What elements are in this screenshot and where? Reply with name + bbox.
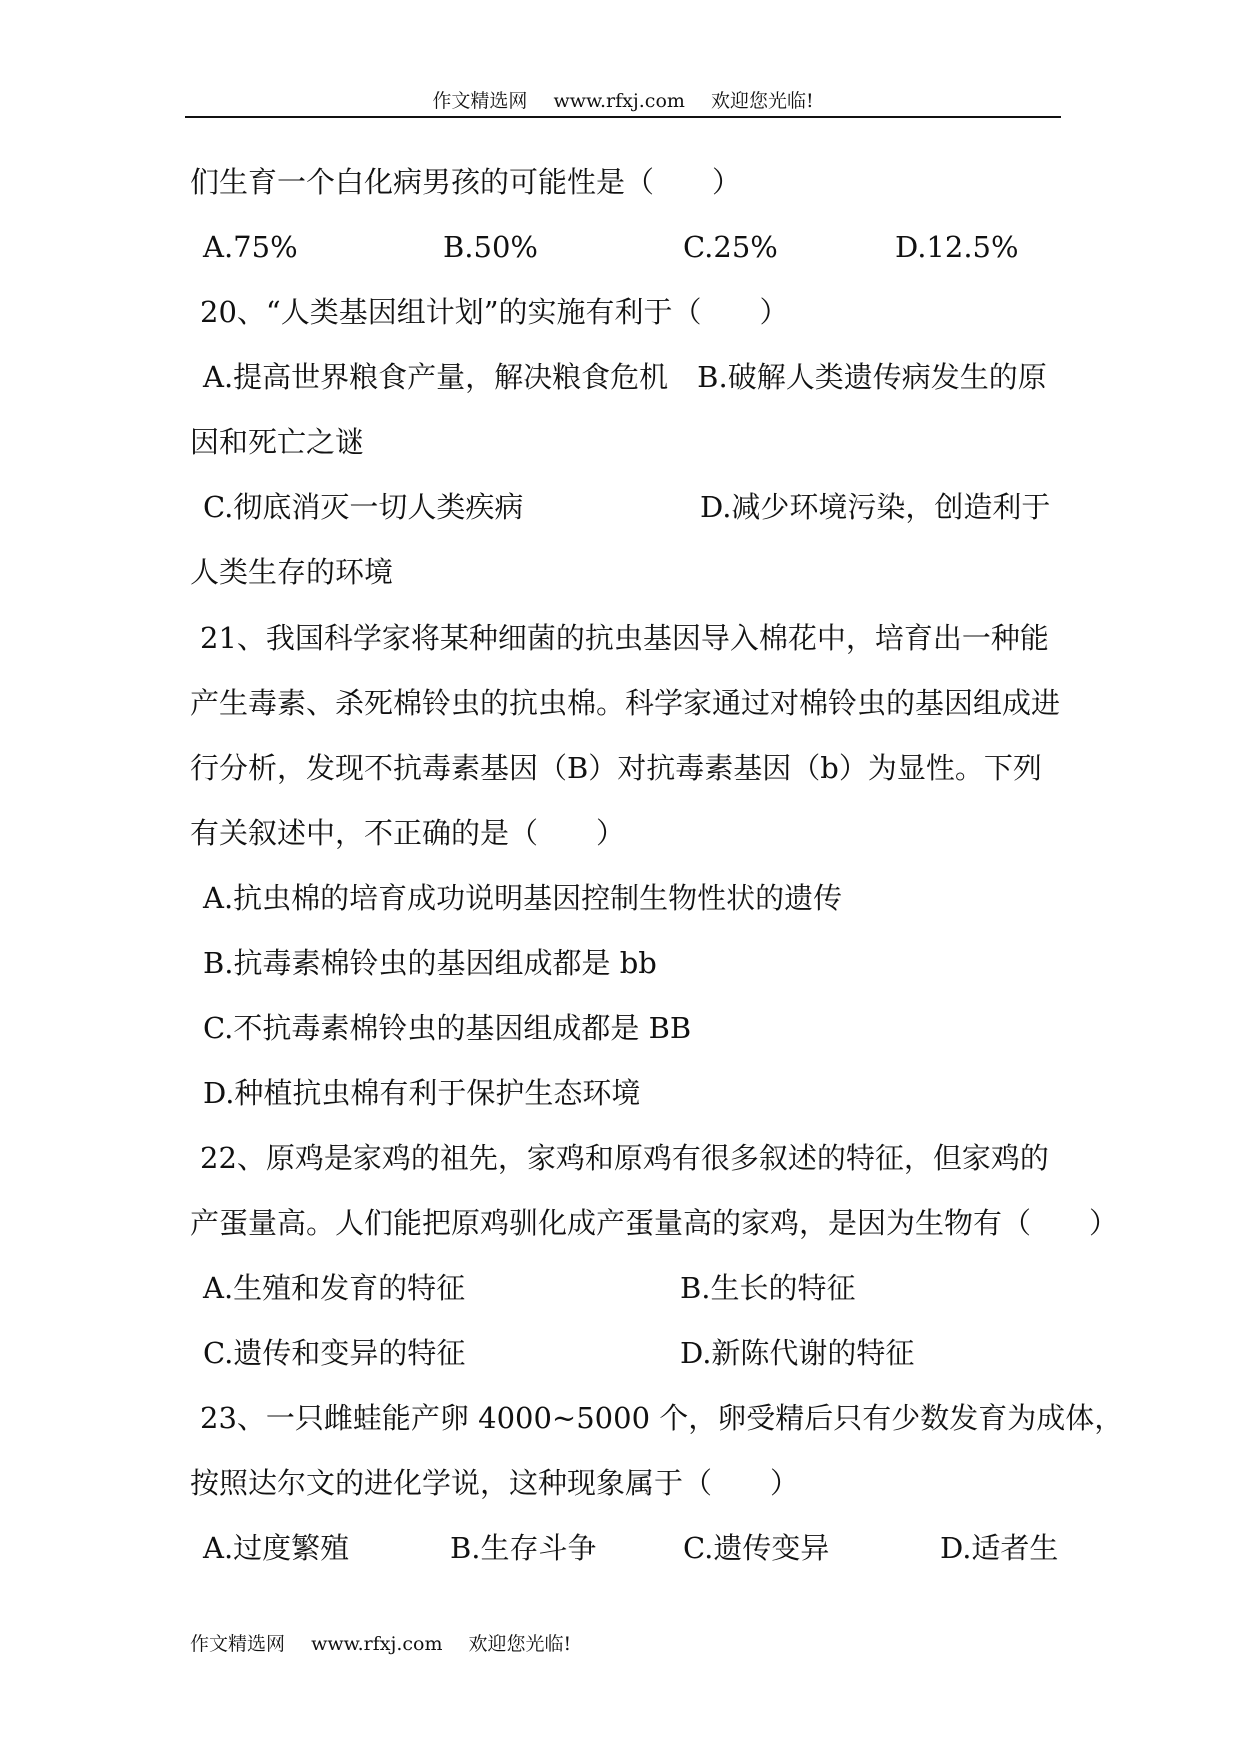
q19-option-b: B.50% bbox=[443, 230, 538, 264]
q23-option-d: D.适者生 bbox=[940, 1531, 1059, 1565]
q20-options-ab: A.提高世界粮食产量，解决粮食危机 B.破解人类遗传病发生的原 bbox=[203, 360, 1047, 394]
header-welcome: 欢迎您光临! bbox=[710, 90, 814, 112]
q21-stem-line: 产生毒素、杀死棉铃虫的抗虫棉。科学家通过对棉铃虫的基因组成进 bbox=[190, 686, 1061, 720]
header-divider bbox=[185, 116, 1061, 118]
q20-option-d-cont: 人类生存的环境 bbox=[190, 555, 394, 589]
footer-welcome: 欢迎您光临! bbox=[468, 1633, 572, 1655]
footer-site-name: 作文精选网 bbox=[190, 1633, 286, 1655]
q21-stem-line: 有关叙述中，不正确的是（ ） bbox=[190, 816, 626, 850]
page-footer bbox=[190, 1630, 591, 1658]
q20-option-c: C.彻底消灭一切人类疾病 bbox=[203, 490, 524, 524]
q22-option-c: C.遗传和变异的特征 bbox=[203, 1336, 466, 1370]
q19-option-c: C.25% bbox=[683, 230, 778, 264]
q21-option-a: A.抗虫棉的培育成功说明基因控制生物性状的遗传 bbox=[203, 881, 843, 915]
header-url: www.rfxj.com bbox=[553, 90, 685, 112]
q23-stem-line: 23、一只雌蛙能产卵 4000~5000 个，卵受精后只有少数发育为成体， bbox=[200, 1401, 1124, 1435]
q22-option-d: D.新陈代谢的特征 bbox=[680, 1336, 915, 1370]
q21-stem-line: 21、我国科学家将某种细菌的抗虫基因导入棉花中，培育出一种能 bbox=[200, 621, 1049, 655]
q20-stem: 20、“人类基因组计划”的实施有利于（ ） bbox=[200, 295, 789, 329]
q19-stem: 们生育一个白化病男孩的可能性是（ ） bbox=[190, 165, 742, 199]
q22-option-a: A.生殖和发育的特征 bbox=[203, 1271, 466, 1305]
q19-option-d: D.12.5% bbox=[895, 230, 1019, 264]
q23-stem-line: 按照达尔文的进化学说，这种现象属于（ ） bbox=[190, 1466, 800, 1500]
q21-option-c: C.不抗毒素棉铃虫的基因组成都是 BB bbox=[203, 1011, 692, 1045]
q22-option-b: B.生长的特征 bbox=[680, 1271, 856, 1305]
q21-option-d: D.种植抗虫棉有利于保护生态环境 bbox=[203, 1076, 641, 1110]
q20-option-b-cont: 因和死亡之谜 bbox=[190, 425, 365, 459]
header-site-name: 作文精选网 bbox=[432, 90, 528, 112]
footer-url: www.rfxj.com bbox=[311, 1633, 443, 1655]
q22-stem-line: 22、原鸡是家鸡的祖先，家鸡和原鸡有很多叙述的特征，但家鸡的 bbox=[200, 1141, 1049, 1175]
q23-option-c: C.遗传变异 bbox=[683, 1531, 830, 1565]
page-header bbox=[185, 86, 1061, 116]
q23-option-a: A.过度繁殖 bbox=[203, 1531, 350, 1565]
q23-option-b: B.生存斗争 bbox=[450, 1531, 597, 1565]
q20-option-d: D.减少环境污染，创造利于 bbox=[700, 490, 1051, 524]
q19-option-a: A.75% bbox=[203, 230, 298, 264]
q22-stem-line: 产蛋量高。人们能把原鸡驯化成产蛋量高的家鸡，是因为生物有（ ） bbox=[190, 1206, 1119, 1240]
q21-option-b: B.抗毒素棉铃虫的基因组成都是 bb bbox=[203, 946, 657, 980]
q21-stem-line: 行分析，发现不抗毒素基因（B）对抗毒素基因（b）为显性。下列 bbox=[190, 751, 1042, 785]
